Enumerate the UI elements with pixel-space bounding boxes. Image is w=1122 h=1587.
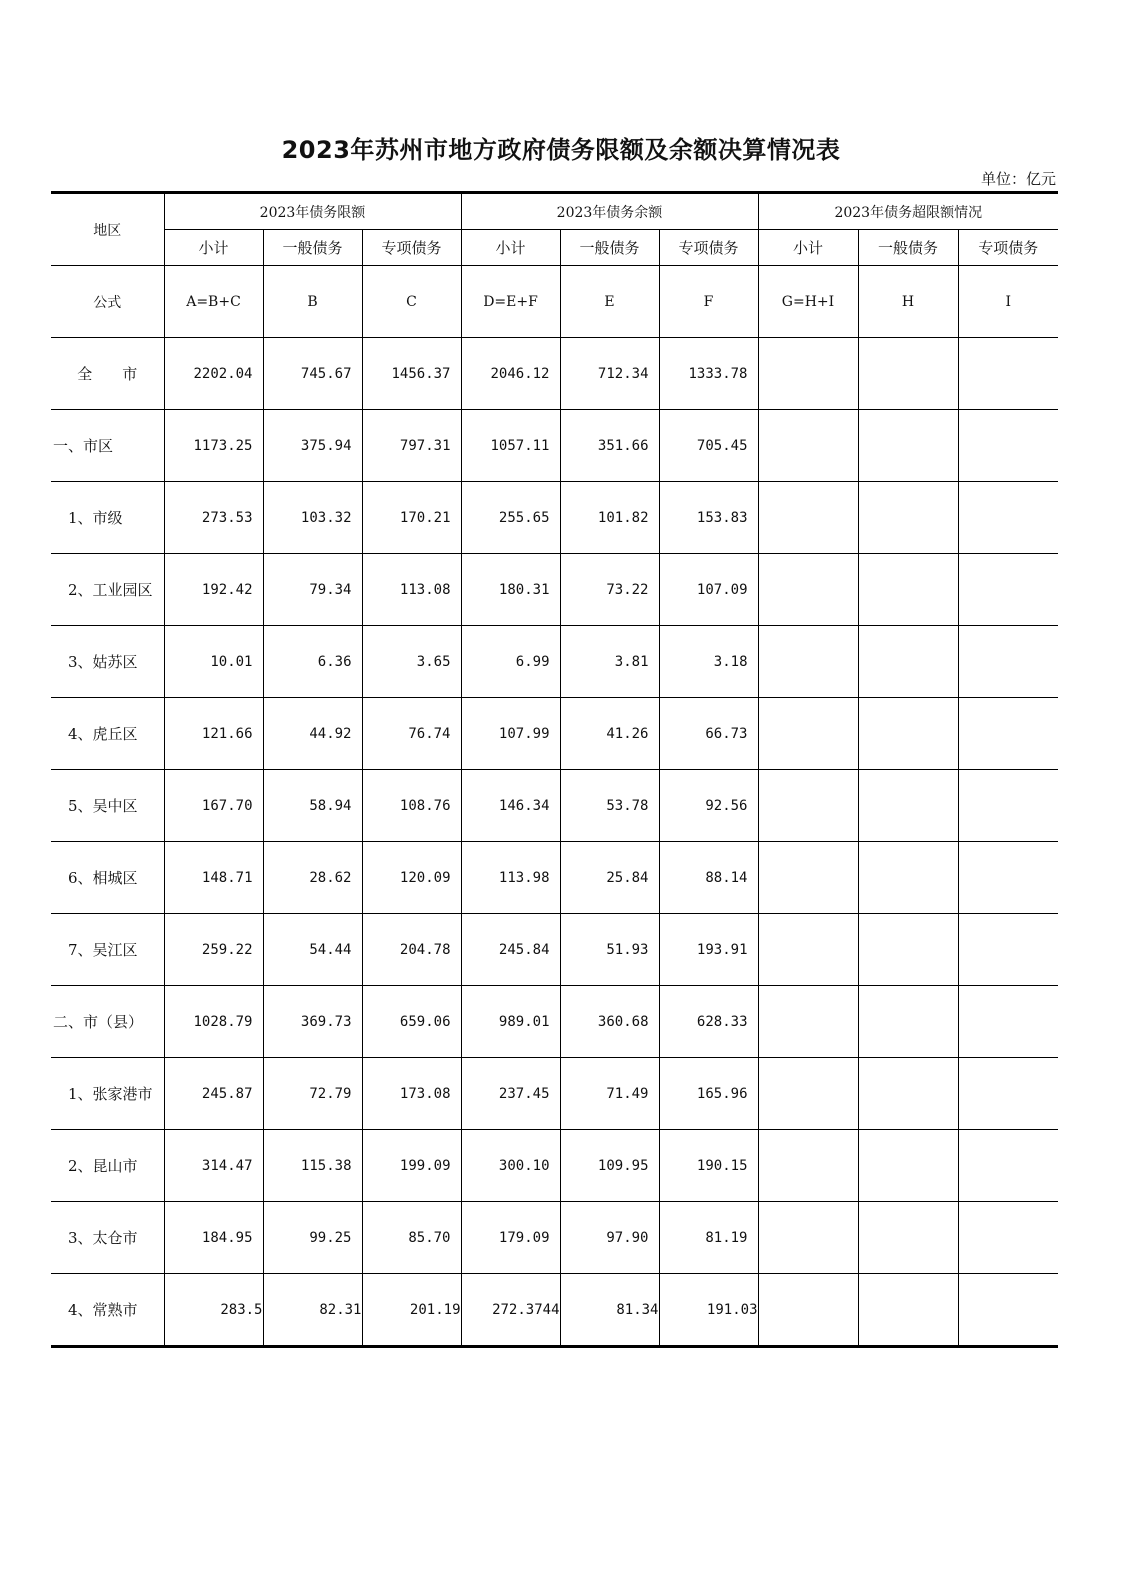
value-cell — [958, 338, 1058, 410]
value-cell — [858, 770, 958, 842]
table-row — [51, 914, 1058, 986]
value-cell: 360.68 — [560, 986, 659, 1058]
formula-cell: B — [263, 266, 362, 338]
value-cell: 28.62 — [263, 842, 362, 914]
value-cell — [958, 554, 1058, 626]
table-row — [51, 410, 1058, 482]
value-cell — [858, 914, 958, 986]
value-cell: 705.45 — [659, 410, 758, 482]
value-cell — [758, 1058, 858, 1130]
value-cell: 71.49 — [560, 1058, 659, 1130]
value-cell — [758, 1130, 858, 1202]
value-cell — [958, 1274, 1058, 1347]
value-cell: 1173.25 — [164, 410, 263, 482]
value-cell: 108.76 — [362, 770, 461, 842]
value-cell — [858, 842, 958, 914]
value-cell: 73.22 — [560, 554, 659, 626]
region-cell: 1、市级 — [51, 482, 164, 554]
table-row — [51, 986, 1058, 1058]
value-cell: 167.70 — [164, 770, 263, 842]
value-cell: 82.31 — [263, 1274, 362, 1347]
value-cell: 41.26 — [560, 698, 659, 770]
value-cell: 273.53 — [164, 482, 263, 554]
formula-cell: D=E+F — [461, 266, 560, 338]
unit-label: 单位：亿元 — [980, 170, 1056, 188]
table-row — [51, 1202, 1058, 1274]
value-cell: 989.01 — [461, 986, 560, 1058]
header-group-balance: 2023年债务余额 — [461, 193, 758, 230]
value-cell — [758, 1274, 858, 1347]
value-cell: 2046.12 — [461, 338, 560, 410]
subheader-cell: 一般债务 — [858, 230, 958, 266]
subheader-cell: 专项债务 — [659, 230, 758, 266]
value-cell — [758, 1202, 858, 1274]
value-cell: 121.66 — [164, 698, 263, 770]
value-cell — [858, 554, 958, 626]
value-cell: 54.44 — [263, 914, 362, 986]
value-cell — [858, 338, 958, 410]
value-cell: 3.18 — [659, 626, 758, 698]
formula-cell: I — [958, 266, 1058, 338]
value-cell: 237.45 — [461, 1058, 560, 1130]
subheader-cell: 一般债务 — [263, 230, 362, 266]
value-cell — [958, 698, 1058, 770]
subheader-cell: 专项债务 — [958, 230, 1058, 266]
value-cell — [858, 986, 958, 1058]
subheader-cell: 专项债务 — [362, 230, 461, 266]
table-row — [51, 1058, 1058, 1130]
header-region: 地区 — [51, 193, 164, 266]
value-cell: 113.08 — [362, 554, 461, 626]
value-cell — [958, 626, 1058, 698]
value-cell — [758, 338, 858, 410]
value-cell: 1057.11 — [461, 410, 560, 482]
value-cell: 1028.79 — [164, 986, 263, 1058]
value-cell: 180.31 — [461, 554, 560, 626]
value-cell — [758, 770, 858, 842]
value-cell: 25.84 — [560, 842, 659, 914]
value-cell: 1333.78 — [659, 338, 758, 410]
value-cell: 148.71 — [164, 842, 263, 914]
region-cell: 6、相城区 — [51, 842, 164, 914]
value-cell: 192.42 — [164, 554, 263, 626]
region-cell: 全 市 — [51, 338, 164, 410]
value-cell — [858, 698, 958, 770]
value-cell: 1456.37 — [362, 338, 461, 410]
value-cell: 6.36 — [263, 626, 362, 698]
region-cell: 5、吴中区 — [51, 770, 164, 842]
value-cell — [858, 1058, 958, 1130]
value-cell: 628.33 — [659, 986, 758, 1058]
value-cell — [758, 986, 858, 1058]
value-cell — [858, 1274, 958, 1347]
value-cell: 351.66 — [560, 410, 659, 482]
region-cell: 3、姑苏区 — [51, 626, 164, 698]
formula-cell: F — [659, 266, 758, 338]
subheader-cell: 小计 — [164, 230, 263, 266]
value-cell — [958, 914, 1058, 986]
table-row — [51, 698, 1058, 770]
value-cell — [858, 410, 958, 482]
value-cell — [758, 842, 858, 914]
value-cell: 101.82 — [560, 482, 659, 554]
table-row — [51, 1274, 1058, 1347]
subheader-cell: 一般债务 — [560, 230, 659, 266]
region-cell: 3、太仓市 — [51, 1202, 164, 1274]
value-cell: 2202.04 — [164, 338, 263, 410]
value-cell — [958, 1058, 1058, 1130]
page-title: 2023年苏州市地方政府债务限额及余额决算情况表 — [281, 136, 841, 164]
value-cell — [758, 482, 858, 554]
value-cell: 58.94 — [263, 770, 362, 842]
region-cell: 2、昆山市 — [51, 1130, 164, 1202]
value-cell: 66.73 — [659, 698, 758, 770]
value-cell: 184.95 — [164, 1202, 263, 1274]
value-cell: 259.22 — [164, 914, 263, 986]
value-cell: 85.70 — [362, 1202, 461, 1274]
value-cell: 10.01 — [164, 626, 263, 698]
value-cell — [858, 482, 958, 554]
value-cell — [958, 1202, 1058, 1274]
region-cell: 2、工业园区 — [51, 554, 164, 626]
table-row — [51, 554, 1058, 626]
formula-cell: C — [362, 266, 461, 338]
value-cell: 3.65 — [362, 626, 461, 698]
value-cell: 712.34 — [560, 338, 659, 410]
value-cell: 173.08 — [362, 1058, 461, 1130]
value-cell: 6.99 — [461, 626, 560, 698]
value-cell — [958, 482, 1058, 554]
value-cell: 170.21 — [362, 482, 461, 554]
value-cell — [758, 410, 858, 482]
value-cell: 165.96 — [659, 1058, 758, 1130]
region-cell: 4、虎丘区 — [51, 698, 164, 770]
formula-cell: H — [858, 266, 958, 338]
formula-cell: E — [560, 266, 659, 338]
value-cell: 283.5 — [164, 1274, 263, 1347]
value-cell: 204.78 — [362, 914, 461, 986]
value-cell: 76.74 — [362, 698, 461, 770]
header-group-limit: 2023年债务限额 — [164, 193, 461, 230]
region-cell: 二、市（县） — [51, 986, 164, 1058]
value-cell — [958, 1130, 1058, 1202]
value-cell: 3.81 — [560, 626, 659, 698]
value-cell: 107.99 — [461, 698, 560, 770]
value-cell — [858, 626, 958, 698]
table-row — [51, 338, 1058, 410]
value-cell: 191.03 — [659, 1274, 758, 1347]
value-cell: 245.87 — [164, 1058, 263, 1130]
value-cell: 92.56 — [659, 770, 758, 842]
value-cell: 103.32 — [263, 482, 362, 554]
formula-cell: G=H+I — [758, 266, 858, 338]
value-cell: 51.93 — [560, 914, 659, 986]
value-cell: 659.06 — [362, 986, 461, 1058]
table-row — [51, 842, 1058, 914]
value-cell — [758, 698, 858, 770]
value-cell: 97.90 — [560, 1202, 659, 1274]
value-cell — [758, 626, 858, 698]
value-cell: 745.67 — [263, 338, 362, 410]
value-cell — [958, 770, 1058, 842]
value-cell: 120.09 — [362, 842, 461, 914]
value-cell — [758, 554, 858, 626]
table-row — [51, 626, 1058, 698]
value-cell: 72.79 — [263, 1058, 362, 1130]
header-group-overlimit: 2023年债务超限额情况 — [758, 193, 1058, 230]
value-cell: 107.09 — [659, 554, 758, 626]
debt-table — [51, 191, 1058, 1348]
value-cell: 81.19 — [659, 1202, 758, 1274]
value-cell: 79.34 — [263, 554, 362, 626]
subheader-cell: 小计 — [461, 230, 560, 266]
region-cell: 1、张家港市 — [51, 1058, 164, 1130]
subheader-cell: 小计 — [758, 230, 858, 266]
value-cell: 193.91 — [659, 914, 758, 986]
value-cell: 109.95 — [560, 1130, 659, 1202]
value-cell: 272.3744 — [461, 1274, 560, 1347]
value-cell — [758, 914, 858, 986]
value-cell: 375.94 — [263, 410, 362, 482]
value-cell — [958, 842, 1058, 914]
formula-label: 公式 — [51, 266, 164, 338]
value-cell: 190.15 — [659, 1130, 758, 1202]
formula-cell: A=B+C — [164, 266, 263, 338]
value-cell: 81.34 — [560, 1274, 659, 1347]
region-cell: 4、常熟市 — [51, 1274, 164, 1347]
region-cell: 一、市区 — [51, 410, 164, 482]
value-cell: 88.14 — [659, 842, 758, 914]
value-cell: 44.92 — [263, 698, 362, 770]
value-cell: 99.25 — [263, 1202, 362, 1274]
value-cell: 369.73 — [263, 986, 362, 1058]
value-cell: 201.19 — [362, 1274, 461, 1347]
region-cell: 7、吴江区 — [51, 914, 164, 986]
value-cell — [958, 410, 1058, 482]
table-row — [51, 1130, 1058, 1202]
value-cell: 255.65 — [461, 482, 560, 554]
value-cell: 314.47 — [164, 1130, 263, 1202]
table-row — [51, 482, 1058, 554]
value-cell: 113.98 — [461, 842, 560, 914]
value-cell: 245.84 — [461, 914, 560, 986]
value-cell: 153.83 — [659, 482, 758, 554]
value-cell — [958, 986, 1058, 1058]
value-cell: 179.09 — [461, 1202, 560, 1274]
value-cell: 797.31 — [362, 410, 461, 482]
value-cell: 146.34 — [461, 770, 560, 842]
value-cell: 53.78 — [560, 770, 659, 842]
value-cell: 300.10 — [461, 1130, 560, 1202]
table-row — [51, 770, 1058, 842]
value-cell: 115.38 — [263, 1130, 362, 1202]
value-cell: 199.09 — [362, 1130, 461, 1202]
value-cell — [858, 1202, 958, 1274]
value-cell — [858, 1130, 958, 1202]
